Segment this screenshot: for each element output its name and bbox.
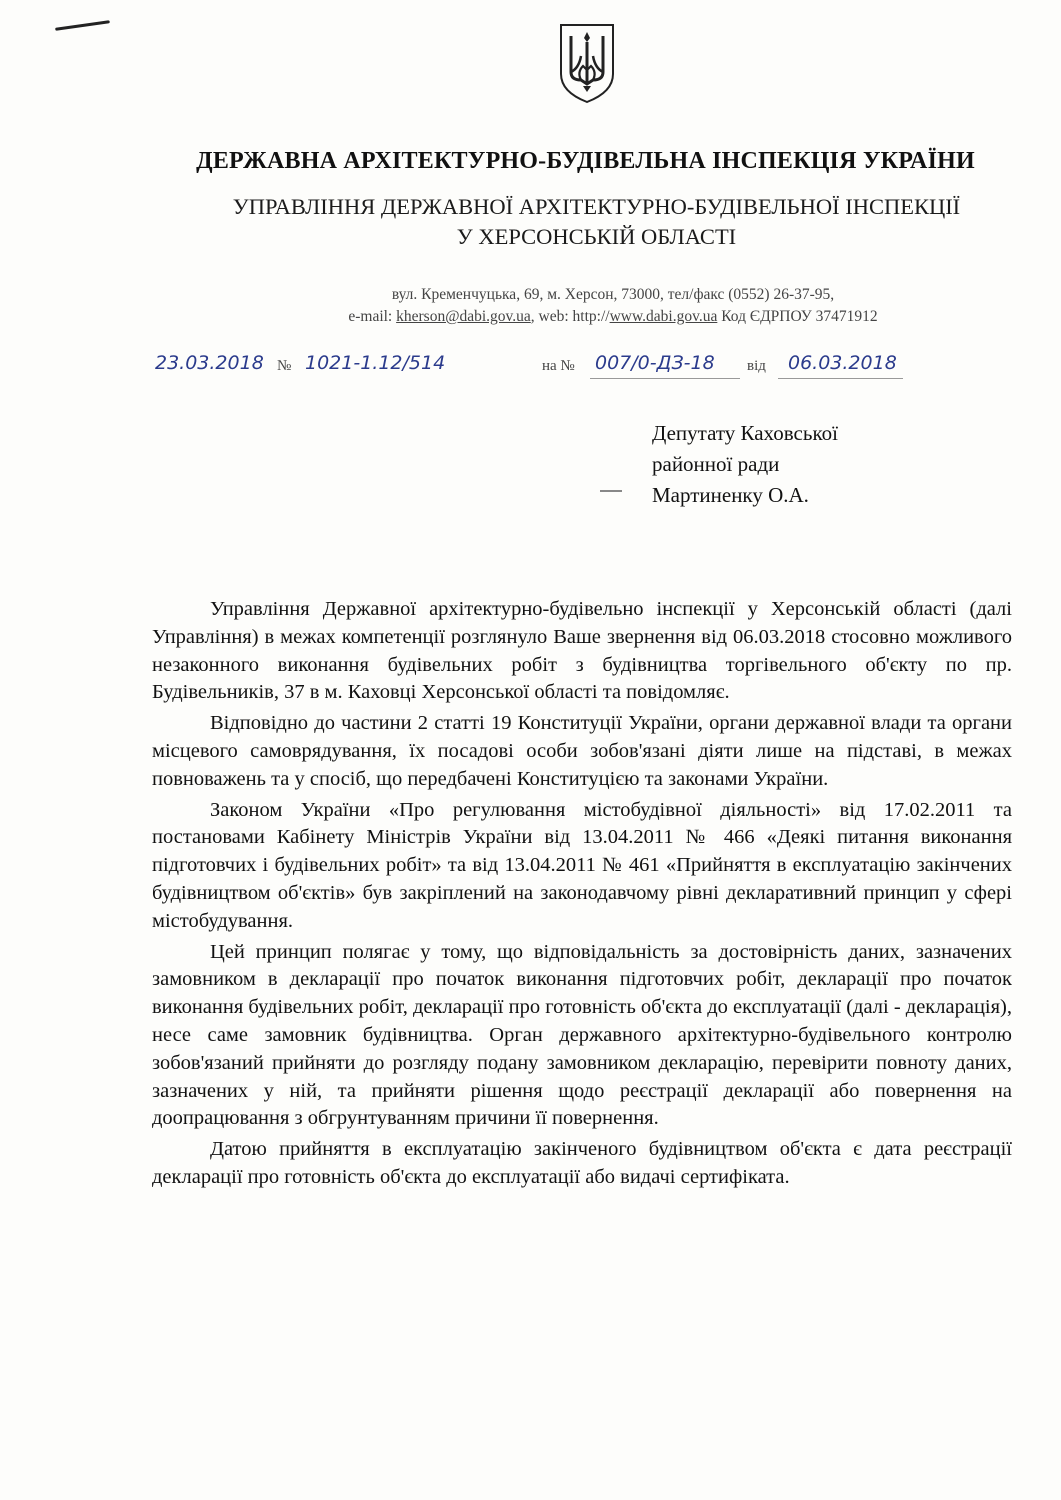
in-date-underline <box>778 378 903 379</box>
contact-line <box>165 306 1061 328</box>
scan-pen-mark <box>55 20 110 31</box>
paragraph-2: Відповідно до частини 2 статті 19 Конституції України, органи державної влади та органи місцевого самоврядування, їх посадові особи зобов'язані діяти лише на підставі, в межах повноважень та у спосіб, що передбачені Конституцією та законами України. <box>152 712 1012 790</box>
web-link[interactable]: www.dabi.gov.ua <box>609 308 718 325</box>
paragraph-5: Датою прийняття в експлуатацію закінченого будівництвом об'єкта є дата реєстрації декларації про готовність об'єкта до експлуатації або видачі сертифіката. <box>152 1138 1012 1188</box>
addressee-line-2: районної ради <box>652 452 780 476</box>
outgoing-number: 1021-1.12/514 <box>305 352 446 374</box>
email-prefix: e-mail: <box>348 308 397 325</box>
paragraph-4: Цей принцип полягає у тому, що відповідальність за достовірність даних, зазначених замовником в декларації про початок виконання підготовчих робіт, декларації про початок виконання будівельних робіт, декларації про готовність об'єкта до експлуатації (далі - декларація), несе саме замовник будівництва. Орган державного архітектурно-будівельного контролю зобов'язаний прийняти до розгляду подану замовником декларацію, перевірити повноту даних, зазначених у ній, та прийняти рішення щодо реєстрації декларації або повернення на доопрацювання з обгрунтуванням причини її повернення. <box>152 940 1012 1130</box>
addressee-line-3: Мартиненку О.А. <box>652 483 809 507</box>
address-line: вул. Кременчуцька, 69, м. Херсон, 73000, тел/факс (0552) 26-37-95, <box>391 286 835 303</box>
department-line-2: У ХЕРСОНСЬКІЙ ОБЛАСТІ <box>456 224 737 249</box>
edrpou-code: Код ЄДРПОУ 37471912 <box>721 308 878 325</box>
email-link[interactable]: kherson@dabi.gov.ua <box>396 308 531 325</box>
in-number-underline <box>590 378 740 379</box>
outgoing-date: 23.03.2018 <box>155 352 264 374</box>
in-reply-label: на № <box>542 358 575 374</box>
registration-line <box>150 352 910 382</box>
number-label: № <box>277 358 292 374</box>
from-label: від <box>747 358 766 374</box>
addressee-line-1: Депутату Каховської <box>652 421 838 445</box>
addressee-block <box>652 418 838 511</box>
paragraph-3: Законом України «Про регулювання містобудівної діяльності» від 17.02.2011 та постановами Кабінету Міністрів України від 13.04.2011 № 466 «Деякі питання виконання підготовчих і будівельних робіт» та від 13.04.2011 № 461 «Прийняття в експлуатацію закінчених будівництвом об'єктів» був закріплений на законодавчому рівні декларативний принцип у сфері містобудування. <box>152 798 1012 932</box>
scan-dash-mark <box>600 490 622 492</box>
letter-body <box>152 596 1012 1195</box>
web-prefix: , web: http:// <box>530 308 610 325</box>
department-title <box>0 192 1061 252</box>
ukraine-trident-emblem-icon <box>557 22 617 104</box>
agency-title: ДЕРЖАВНА АРХІТЕКТУРНО-БУДІВЕЛЬНА ІНСПЕКЦІЯ УКРАЇНИ <box>196 148 975 174</box>
paragraph-1: Управління Державної архітектурно-будівельно інспекції у Херсонській області (далі Управління) в межах компетенції розглянуло Ваше звернення від 06.03.2018 стосовно можливого незаконного виконання будівельних робіт з будівництва торгівельного об'єкту по пр. Будівельників, 37 в м. Каховці Херсонської області та повідомляє. <box>152 598 1012 704</box>
incoming-date: 06.03.2018 <box>788 352 897 374</box>
department-line-1: УПРАВЛІННЯ ДЕРЖАВНОЇ АРХІТЕКТУРНО-БУДІВЕЛЬНОЇ ІНСПЕКЦІЇ <box>232 194 961 219</box>
contact-block <box>0 284 1061 328</box>
incoming-number: 007/0-ДЗ-18 <box>595 352 715 374</box>
